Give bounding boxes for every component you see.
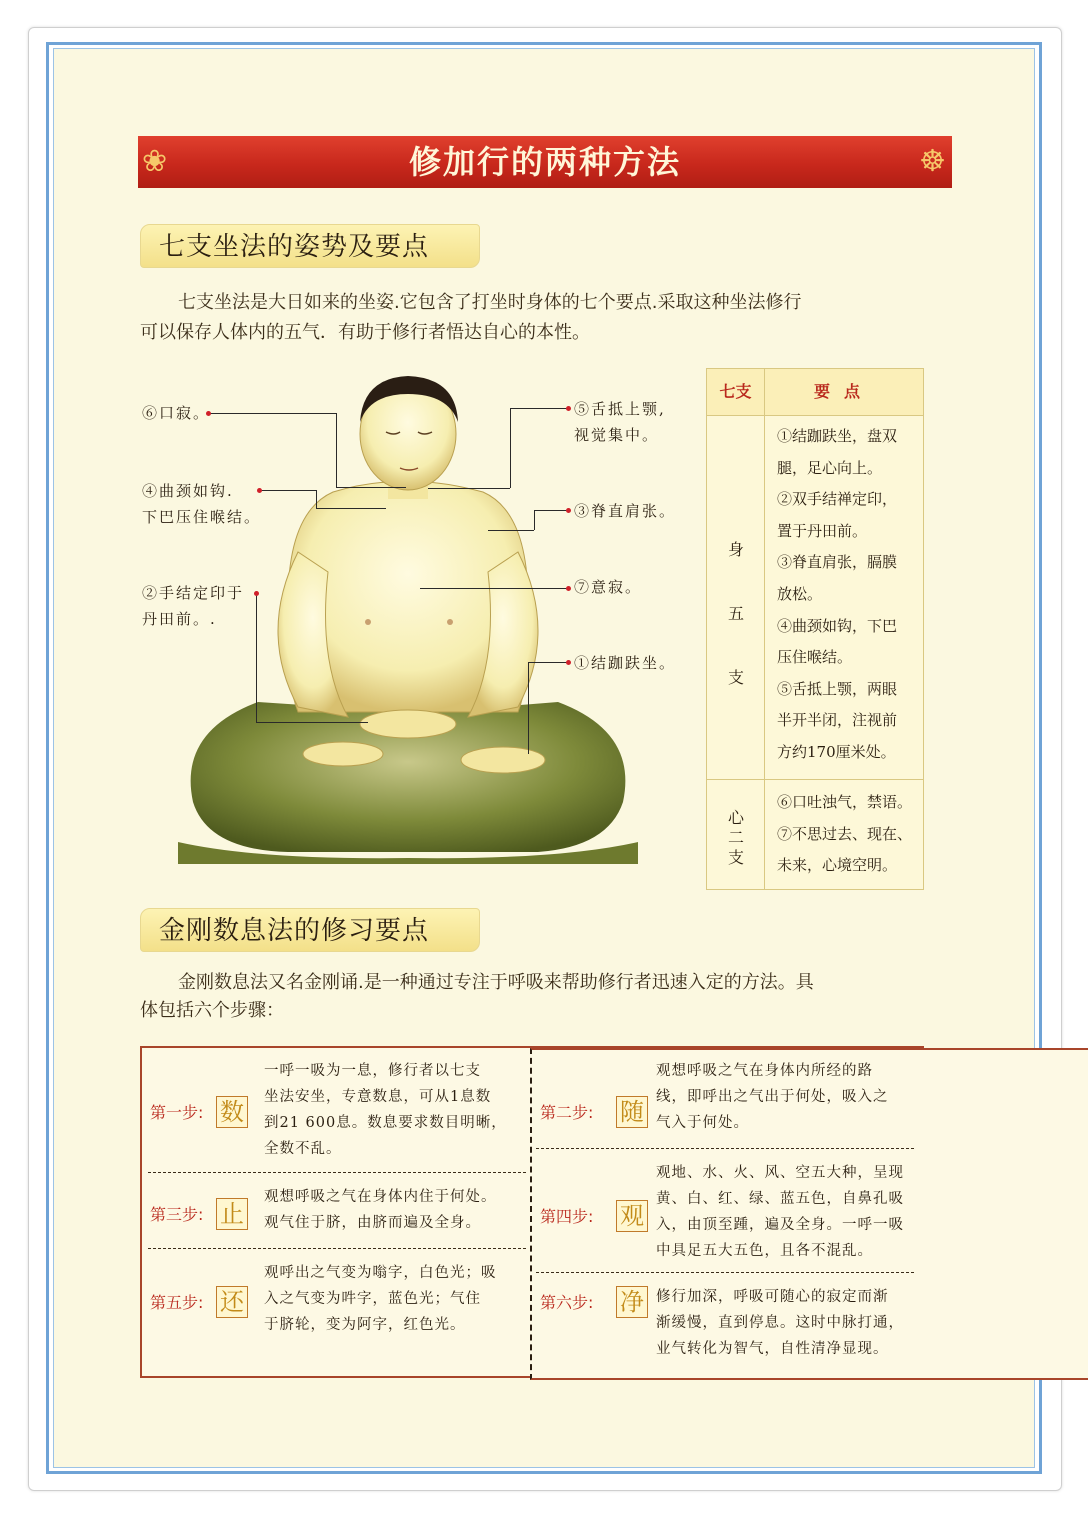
step-4-char: 观 [616, 1200, 648, 1232]
leader-line-4-v [316, 490, 317, 508]
step-3 [142, 1182, 530, 1262]
step-2-label: 第二步: [540, 1103, 594, 1122]
step-line: 全数不乱。 [264, 1141, 342, 1157]
group1-points [777, 421, 917, 769]
page-title: 修加行的两种方法 [408, 143, 681, 181]
point-line: ④曲颈如钩，下巴 [777, 616, 898, 635]
group1-char-2: 五 [727, 604, 744, 623]
point-line: ②双手结禅定印， [777, 490, 898, 509]
step-6 [532, 1284, 922, 1364]
steps-divider [536, 1272, 914, 1273]
leader-line-3 [534, 510, 568, 511]
leader-line-7 [420, 588, 568, 589]
table-header-col2: 要点 [813, 382, 874, 401]
marker-dot-3 [566, 508, 571, 513]
step-5-label: 第五步: [150, 1293, 204, 1312]
table-header-col1: 七支 [707, 369, 765, 415]
figure-label-1: ①结跏趺坐。 [574, 654, 677, 672]
group1-char-3: 支 [727, 668, 744, 687]
marker-dot-4 [257, 488, 262, 493]
section1-heading-box [140, 224, 480, 268]
table-header [707, 369, 923, 416]
step-2-char: 随 [616, 1096, 648, 1128]
point-line: ⑦不思过去、现在、 [777, 824, 913, 843]
step-line: 坐法安坐，专意数息，可从1息数 [264, 1089, 492, 1105]
step-line: 到21 600息。数息要求数目明晰， [264, 1115, 507, 1131]
step-line: 观想呼吸之气在身体内所经的路 [656, 1063, 873, 1079]
step-5-char: 还 [216, 1286, 248, 1318]
section2-heading: 金刚数息法的修习要点 [159, 916, 430, 946]
step-line: 观呼出之气变为嗡字，白色光；吸 [264, 1265, 497, 1281]
step-3-char: 止 [216, 1198, 248, 1230]
figure-label-4-line2: 下巴压住喉结。 [142, 508, 262, 526]
marker-dot-7 [566, 586, 571, 591]
step-4-text [656, 1160, 904, 1264]
step-4-label: 第四步: [540, 1207, 594, 1226]
ornament-left-icon: ❀ [142, 144, 168, 179]
step-2 [532, 1058, 922, 1138]
step-line: 入之气变为吽字，蓝色光；气住 [264, 1291, 481, 1307]
figure-label-4-line1: ④曲颈如钩. [142, 482, 234, 500]
group2-points [777, 787, 917, 882]
step-5 [142, 1260, 530, 1340]
step-1 [142, 1058, 530, 1157]
leader-line-6-v [336, 413, 337, 487]
section2-intro-line2: 体包括六个步骤： [140, 1000, 284, 1021]
point-line: 腿，足心向上。 [777, 458, 883, 477]
section2-intro-line1: 金刚数息法又名金刚诵.是一种通过专注于呼吸来帮助修行者迅速入定的方法。具 [178, 972, 814, 993]
leader-line-5 [510, 408, 568, 409]
marker-dot-1 [566, 660, 571, 665]
leader-line-5-v [510, 408, 511, 488]
leader-line-3-v [534, 510, 535, 530]
leader-line-5-h2 [428, 488, 510, 489]
point-line: ①结跏趺坐，盘双 [777, 427, 898, 445]
ornament-right-icon: ☸ [919, 144, 946, 179]
steps-divider [148, 1172, 526, 1173]
title-banner [138, 136, 952, 188]
figure-label-3: ③脊直肩张。 [574, 502, 677, 520]
leader-line-1-v [528, 662, 529, 754]
figure-label-6: ⑥口寂。 [142, 404, 211, 422]
point-line: 未来，心境空明。 [777, 856, 898, 875]
step-line: 观地、水、火、风、空五大种，呈现 [656, 1165, 904, 1181]
step-line: 观想呼吸之气在身体内住于何处。 [264, 1189, 497, 1205]
figure-label-2-line1: ②手结定印于 [142, 584, 245, 602]
step-line: 渐缓慢，直到停息。这时中脉打通， [656, 1315, 904, 1331]
step-3-text [264, 1184, 497, 1236]
point-line: ⑤舌抵上颚，两眼 [777, 679, 898, 698]
step-3-label: 第三步: [150, 1205, 204, 1224]
figure-label-7: ⑦意寂。 [574, 578, 643, 596]
step-line: 观气住于脐，由脐而遍及全身。 [264, 1215, 481, 1231]
leader-line-2-v [256, 594, 257, 722]
group2-char-2: 二 [727, 828, 744, 847]
point-line: 方约170厘米处。 [777, 742, 896, 761]
figure-label-5-line1: ⑤舌抵上颚, [574, 400, 666, 418]
figure-label-5-line2: 视觉集中。 [574, 426, 660, 444]
step-line: 中具足五大五色，且各不混乱。 [656, 1243, 873, 1259]
step-line: 修行加深，呼吸可随心的寂定而渐 [656, 1289, 889, 1305]
step-1-text [264, 1058, 507, 1162]
step-line: 气入于何处。 [656, 1115, 749, 1131]
six-steps-box [140, 1046, 924, 1378]
section1-intro-line1: 七支坐法是大日如来的坐姿.它包含了打坐时身体的七个要点.采取这种坐法修行 [178, 292, 802, 313]
step-line: 于脐轮，变为阿字，红色光。 [264, 1317, 466, 1333]
leader-line-2-h [256, 722, 368, 723]
section1-intro-line2: 可以保存人体内的五气．有助于修行者悟达自心的本性。 [140, 322, 590, 343]
leader-line-4 [260, 490, 316, 491]
marker-dot-5 [566, 406, 571, 411]
step-6-label: 第六步: [540, 1293, 594, 1312]
step-2-text [656, 1058, 889, 1136]
marker-dot-2 [254, 591, 259, 596]
leader-line-4-h2 [316, 508, 386, 509]
step-6-char: 净 [616, 1286, 648, 1318]
step-6-text [656, 1284, 904, 1362]
seven-branches-table [706, 368, 924, 890]
step-5-text [264, 1260, 497, 1338]
leader-line-6-h2 [336, 487, 406, 488]
point-line: ⑥口吐浊气，禁语。 [777, 793, 913, 811]
step-line: 线，即呼出之气出于何处，吸入之 [656, 1089, 889, 1105]
leader-line-1 [528, 662, 568, 663]
point-line: 放松。 [777, 584, 823, 603]
step-line: 入，由顶至踵，遍及全身。一呼一吸 [656, 1217, 904, 1233]
group2-char-3: 支 [727, 848, 744, 867]
group1-char-1: 身 [727, 540, 744, 559]
point-line: 半开半闭，注视前 [777, 711, 898, 730]
meditation-figure [138, 372, 693, 872]
steps-divider [536, 1148, 914, 1149]
step-4 [532, 1160, 922, 1259]
table-row-divider [707, 779, 923, 780]
group2-char-1: 心 [727, 808, 744, 827]
step-line: 黄、白、红、绿、蓝五色，自鼻孔吸 [656, 1191, 904, 1207]
point-line: 压住喉结。 [777, 648, 853, 667]
point-line: ③脊直肩张，膈膜 [777, 553, 898, 572]
figure-label-2-line2: 丹田前。. [142, 610, 217, 628]
step-line: 一呼一吸为一息，修行者以七支 [264, 1063, 481, 1079]
step-line: 业气转化为智气，自性清净显现。 [656, 1341, 889, 1357]
step-1-label: 第一步: [150, 1103, 204, 1122]
leader-line-3-h2 [488, 530, 534, 531]
point-line: 置于丹田前。 [777, 521, 868, 540]
section2-heading-box [140, 908, 480, 952]
section1-heading: 七支坐法的姿势及要点 [159, 232, 430, 262]
leader-line-6 [210, 413, 336, 414]
step-1-char: 数 [216, 1096, 248, 1128]
